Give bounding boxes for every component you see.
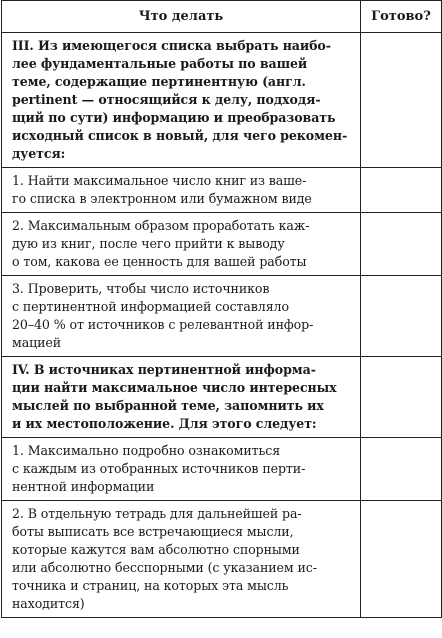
table-row xyxy=(2,276,442,357)
task-text: 3. Проверить, чтобы число источников с пертинентной информацией составляло 20–40 % от источников с релевантной инфор- мацией xyxy=(12,281,314,350)
column-header-done: Готово? xyxy=(361,1,442,33)
table-header-row xyxy=(2,1,442,33)
task-text: 2. Максимальным образом проработать каж- дую из книг, после чего прийти к выводу о том, какова ее ценность для вашей работы xyxy=(12,218,310,269)
table-row xyxy=(2,213,442,276)
task-cell xyxy=(2,357,361,438)
task-text: 2. В отдельную тетрадь для дальнейшей ра- боты выписать все встречающиеся мысли, которые кажутся вам абсолютно спорными или абсолютно бесспорными (с указанием ис- точника и страниц, на которых эта мысль находится) xyxy=(12,506,317,611)
table-row-section-4 xyxy=(2,357,442,438)
task-cell xyxy=(2,438,361,501)
table-row xyxy=(2,168,442,213)
task-text: 1. Максимально подробно ознакомиться с каждым из отобранных источников перти- нентной информации xyxy=(12,443,306,494)
done-checkbox-cell[interactable] xyxy=(361,213,442,276)
task-cell xyxy=(2,213,361,276)
table-row xyxy=(2,438,442,501)
table-row-section-3 xyxy=(2,33,442,168)
done-checkbox-cell[interactable] xyxy=(361,501,442,618)
task-cell xyxy=(2,501,361,618)
task-cell xyxy=(2,168,361,213)
done-checkbox-cell[interactable] xyxy=(361,438,442,501)
task-text: III. Из имеющегося списка выбрать наибо- лее фундаментальные работы по вашей теме, содержащие пертинентную (англ. pertinent — относящийся к делу, подходя- щий по сути) информацию и преобразовать исходный список в новый, для чего рекомен- дуется: xyxy=(12,38,348,161)
done-checkbox-cell[interactable] xyxy=(361,33,442,168)
done-checkbox-cell[interactable] xyxy=(361,276,442,357)
column-header-task: Что делать xyxy=(2,1,361,33)
task-cell xyxy=(2,276,361,357)
task-text: IV. В источниках пертинентной информа- ции найти максимальное число интересных мыслей по выбранной теме, запомнить их и их местоположение. Для этого следует: xyxy=(12,362,337,431)
checklist-table xyxy=(1,0,442,618)
done-checkbox-cell[interactable] xyxy=(361,168,442,213)
done-checkbox-cell[interactable] xyxy=(361,357,442,438)
task-text: 1. Найти максимальное число книг из ваше- го списка в электронном или бумажном виде xyxy=(12,173,312,206)
task-cell xyxy=(2,33,361,168)
table-row xyxy=(2,501,442,618)
